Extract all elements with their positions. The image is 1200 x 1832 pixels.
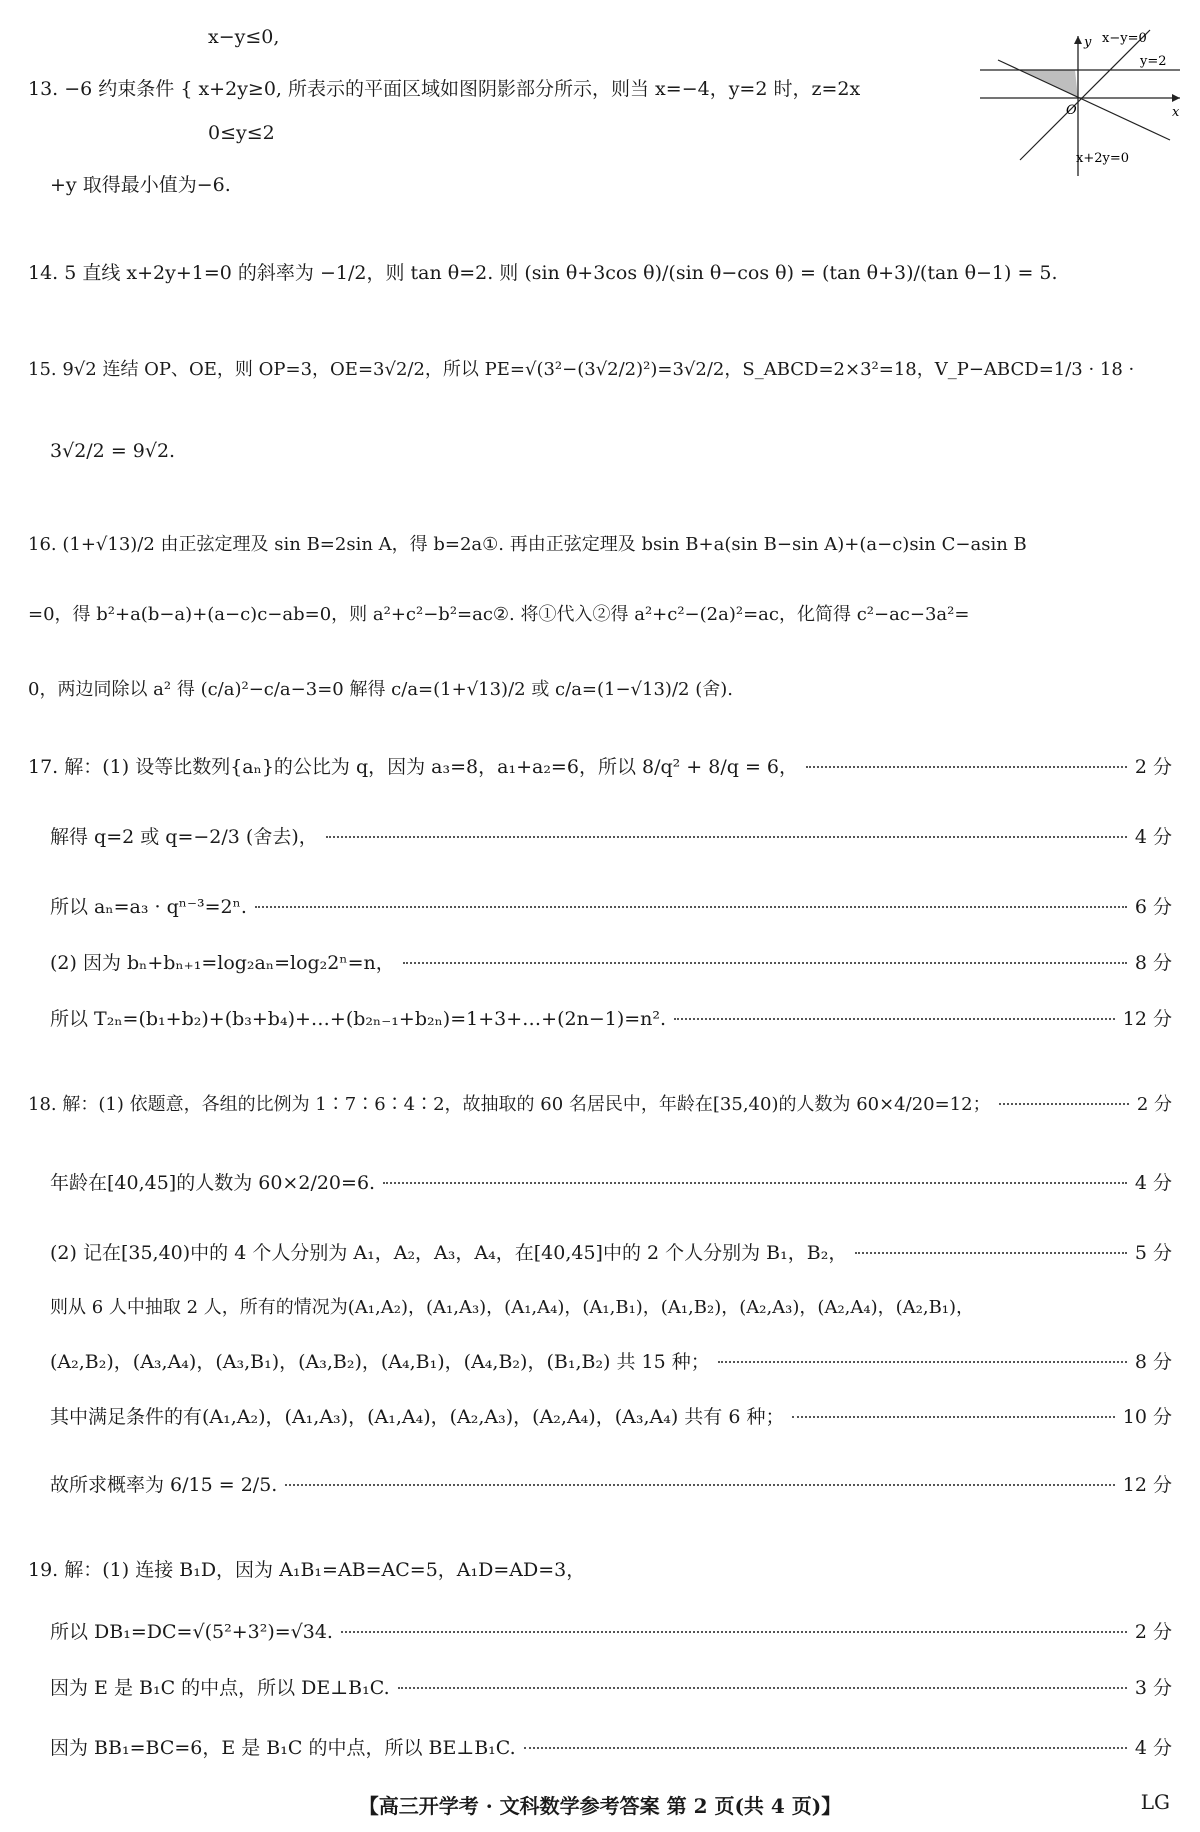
- q16-block: [28, 530, 1172, 710]
- q18-block: [28, 1090, 1172, 1530]
- label-x: x: [1172, 105, 1180, 120]
- q16-line3: 0，两边同除以 a² 得 (c/a)²−c/a−3=0 解得 c/a=(1+√13)/2 或 c/a=(1−√13)/2 (舍).: [28, 679, 733, 700]
- step-text: 年龄在[40,45]的人数为 60×2/20=6.: [50, 1172, 376, 1194]
- page-footer-code: LG: [1140, 1790, 1170, 1814]
- q19-block: [28, 1555, 1172, 1775]
- feasible-region-svg: [980, 28, 1185, 178]
- feasible-region-figure: [980, 28, 1185, 178]
- step-score: 2 分: [1134, 756, 1172, 778]
- q18-step-2: [50, 1168, 1172, 1195]
- step-score: 4 分: [1134, 1737, 1172, 1759]
- q18-step-4: [50, 1293, 1172, 1319]
- q19-step-2: [50, 1617, 1172, 1644]
- q18-step-5: [50, 1347, 1172, 1374]
- q16-line1: 16. (1+√13)/2 由正弦定理及 sin B=2sin A，得 b=2a①. 再由正弦定理及 bsin B+a(sin B−sin A)+(a−c)sin C−asin B: [28, 534, 1027, 555]
- q14-block: [28, 258, 1172, 298]
- q18-step-6: [50, 1402, 1172, 1429]
- q19-step-4: [50, 1733, 1172, 1760]
- step-text: (A₂,B₂)，(A₃,A₄)，(A₃,B₁)，(A₃,B₂)，(A₄,B₁)，(A₄,B₂)，(B₁,B₂) 共 15 种；: [50, 1351, 710, 1373]
- q13-line3: 0≤y≤2: [208, 122, 275, 144]
- page-footer-title: 【高三开学考 · 文科数学参考答案 第 2 页(共 4 页)】: [358, 1794, 842, 1818]
- step-score: 4 分: [1134, 1172, 1172, 1194]
- label-line-x-plus-2y: x+2y=0: [1076, 151, 1130, 166]
- step-score: 3 分: [1134, 1677, 1172, 1699]
- step-text: 18. 解：(1) 依题意，各组的比例为 1∶7∶6∶4∶2，故抽取的 60 名居民中，年龄在[35,40)的人数为 60×4/20=12；: [28, 1094, 991, 1115]
- q15-line1: 15. 9√2 连结 OP、OE，则 OP=3，OE=3√2/2，所以 PE=√(3²−(3√2/2)²)=3√2/2，S_ABCD=2×3²=18，V_P−ABCD=1/3 · 18 ·: [28, 359, 1135, 380]
- step-score: 2 分: [1136, 1094, 1172, 1115]
- step-text: (2) 因为 bₙ+bₙ₊₁=log₂aₙ=log₂2ⁿ=n，: [50, 952, 395, 974]
- q19-step-1: [28, 1555, 1172, 1582]
- q13-line2: 13. −6 约束条件 { x+2y≥0, 所表示的平面区域如图阴影部分所示，则当 x=−4，y=2 时，z=2x: [28, 78, 861, 100]
- step-text: 其中满足条件的有(A₁,A₂)，(A₁,A₃)，(A₁,A₄)，(A₂,A₃)，(A₂,A₄)，(A₃,A₄) 共有 6 种；: [50, 1406, 785, 1428]
- line-x-plus-2y: [998, 60, 1170, 140]
- q17-step-3: [50, 892, 1172, 919]
- label-line-y2: y=2: [1140, 54, 1167, 69]
- step-text: 所以 aₙ=a₃ · qⁿ⁻³=2ⁿ.: [50, 896, 247, 918]
- step-text: 则从 6 人中抽取 2 人，所有的情况为(A₁,A₂)，(A₁,A₃)，(A₁,A₄)，(A₁,B₁)，(A₁,B₂)，(A₂,A₃)，(A₂,A₄)，(A₂,B₁)，: [50, 1297, 975, 1318]
- label-line-x-minus-y: x−y=0: [1102, 31, 1147, 46]
- step-text: 因为 BB₁=BC=6，E 是 B₁C 的中点，所以 BE⊥B₁C.: [50, 1737, 516, 1759]
- q17-step-4: [50, 948, 1172, 975]
- q19-step-3: [50, 1673, 1172, 1700]
- q17-step-1: [28, 752, 1172, 779]
- step-score: 8 分: [1134, 1351, 1172, 1373]
- step-text: 17. 解：(1) 设等比数列{aₙ}的公比为 q，因为 a₃=8，a₁+a₂=6，所以 8/q² + 8/q = 6，: [28, 756, 798, 778]
- x-arrow-icon: [1172, 94, 1180, 102]
- step-text: 所以 DB₁=DC=√(5²+3²)=√34.: [50, 1621, 333, 1643]
- step-score: 8 分: [1134, 952, 1172, 974]
- step-text: 19. 解：(1) 连接 B₁D，因为 A₁B₁=AB=AC=5，A₁D=AD=3，: [28, 1559, 586, 1581]
- step-score: 2 分: [1134, 1621, 1172, 1643]
- step-text: (2) 记在[35,40)中的 4 个人分别为 A₁，A₂，A₃，A₄，在[40,45]中的 2 个人分别为 B₁，B₂，: [50, 1242, 848, 1264]
- step-text: 所以 T₂ₙ=(b₁+b₂)+(b₃+b₄)+…+(b₂ₙ₋₁+b₂ₙ)=1+3+…+(2n−1)=n².: [50, 1008, 667, 1030]
- label-y: y: [1084, 35, 1092, 50]
- step-score: 12 分: [1122, 1008, 1172, 1030]
- q18-step-3: [50, 1238, 1172, 1265]
- q17-step-5: [50, 1004, 1172, 1031]
- label-origin: O: [1066, 103, 1077, 118]
- q14-line1: 14. 5 直线 x+2y+1=0 的斜率为 −1/2，则 tan θ=2. 则 (sin θ+3cos θ)/(sin θ−cos θ) = (tan θ+3)/(tan θ−1) = 5.: [28, 262, 1058, 284]
- step-text: 解得 q=2 或 q=−2/3 (舍去)，: [50, 826, 318, 848]
- q15-line2: 3√2/2 = 9√2.: [50, 440, 176, 462]
- step-score: 4 分: [1134, 826, 1172, 848]
- step-score: 5 分: [1134, 1242, 1172, 1264]
- q16-line2: =0，得 b²+a(b−a)+(a−c)c−ab=0，则 a²+c²−b²=ac②. 将①代入②得 a²+c²−(2a)²=ac，化简得 c²−ac−3a²=: [28, 604, 970, 625]
- q15-block: [28, 355, 1172, 475]
- step-score: 12 分: [1122, 1474, 1172, 1496]
- step-score: 10 分: [1122, 1406, 1172, 1428]
- step-score: 6 分: [1134, 896, 1172, 918]
- step-text: 故所求概率为 6/15 = 2/5.: [50, 1474, 278, 1496]
- step-text: 因为 E 是 B₁C 的中点，所以 DE⊥B₁C.: [50, 1677, 390, 1699]
- y-arrow-icon: [1074, 36, 1082, 44]
- q17-step-2: [50, 822, 1172, 849]
- q17-block: [28, 752, 1172, 1052]
- q18-step-1: [28, 1090, 1172, 1116]
- q13-line4: +y 取得最小值为−6.: [50, 174, 231, 196]
- q13-line1: x−y≤0,: [208, 26, 280, 48]
- q18-step-7: [50, 1470, 1172, 1497]
